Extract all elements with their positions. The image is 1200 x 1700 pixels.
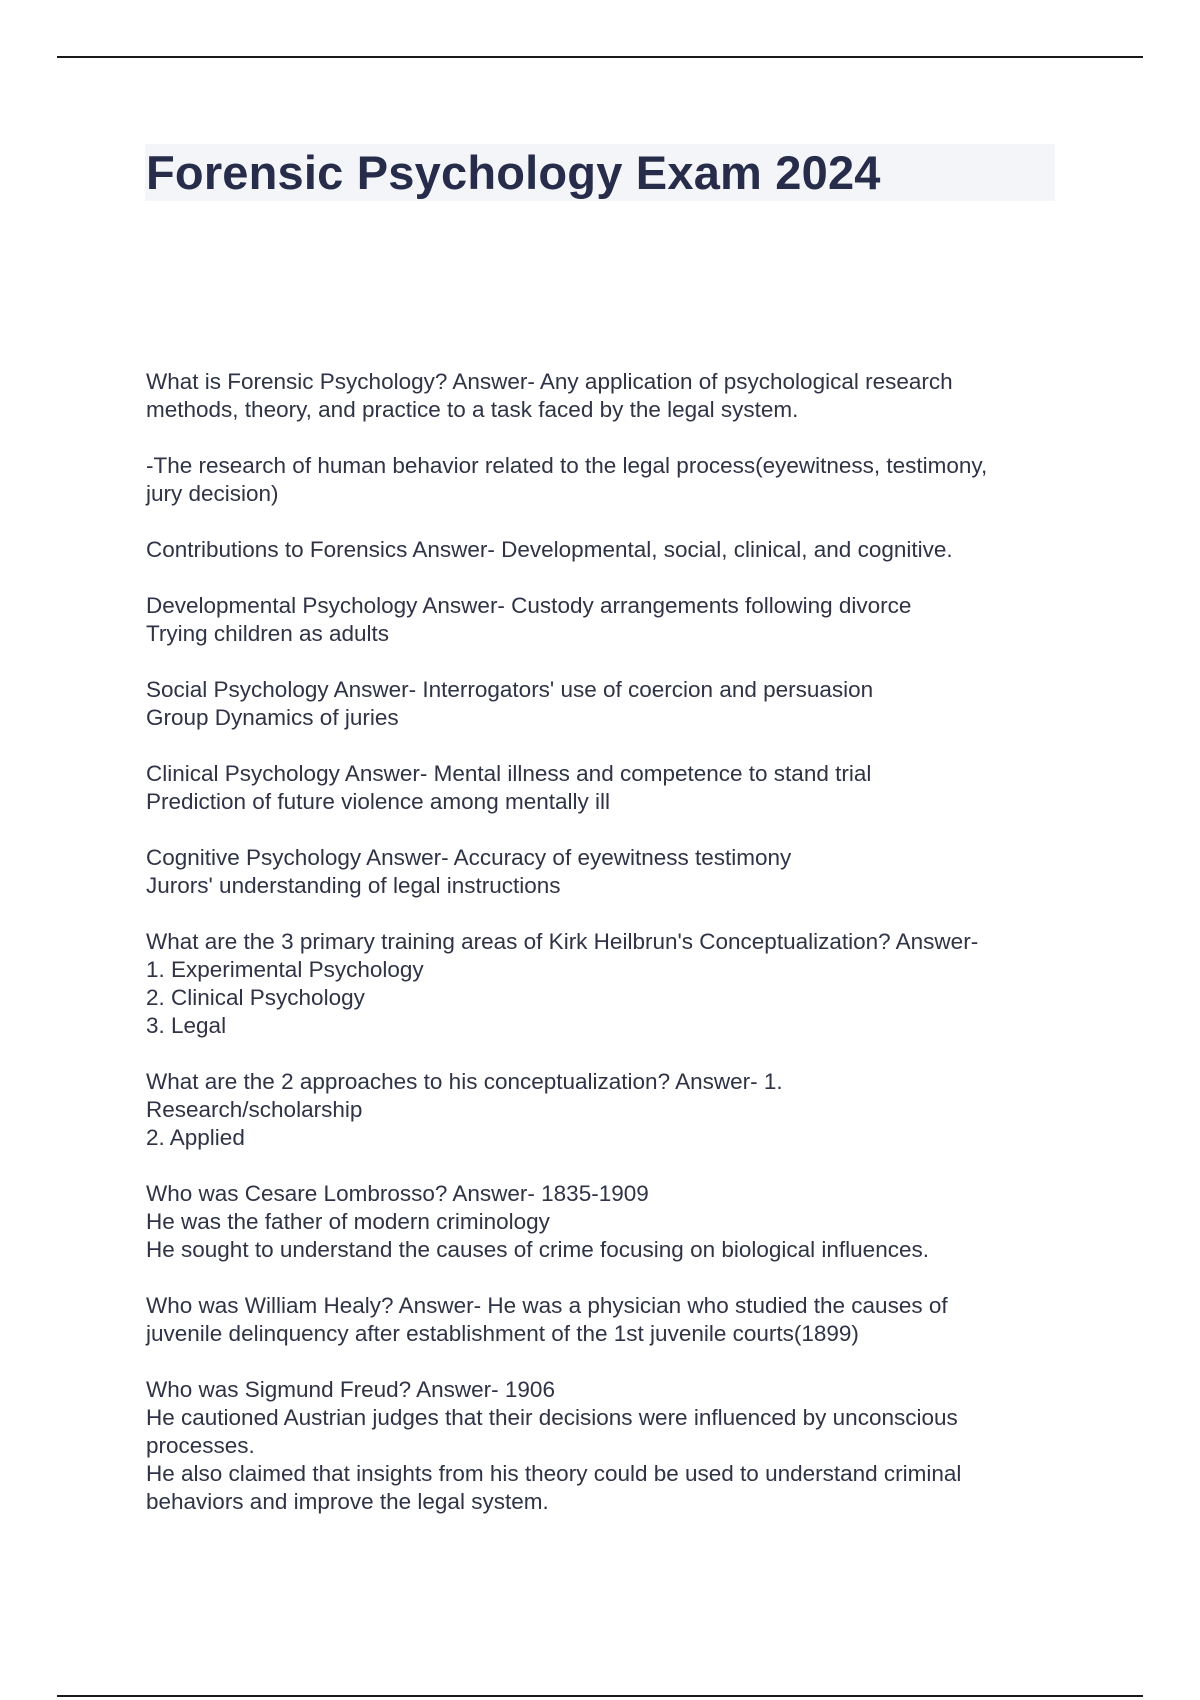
qa-item [146, 452, 1066, 508]
qa-item [146, 760, 1066, 816]
qa-line: Who was Sigmund Freud? Answer- 1906 [146, 1377, 555, 1402]
qa-line: processes. [146, 1433, 255, 1458]
qa-line: Cognitive Psychology Answer- Accuracy of eyewitness testimony [146, 845, 792, 870]
qa-line: 3. Legal [146, 1013, 227, 1038]
qa-line: Prediction of future violence among mentally ill [146, 789, 610, 814]
qa-item [146, 368, 1066, 424]
qa-line: Contributions to Forensics Answer- Developmental, social, clinical, and cognitive. [146, 537, 953, 562]
qa-item [146, 928, 1066, 1040]
qa-item [146, 1180, 1066, 1264]
qa-line: Trying children as adults [146, 621, 390, 646]
qa-line: He sought to understand the causes of crime focusing on biological influences. [146, 1237, 929, 1262]
qa-item [146, 1068, 1066, 1152]
qa-line: behaviors and improve the legal system. [146, 1489, 549, 1514]
qa-line: He was the father of modern criminology [146, 1209, 550, 1234]
qa-line: What is Forensic Psychology? Answer- Any application of psychological research [146, 369, 953, 394]
qa-item [146, 536, 1066, 564]
qa-line: jury decision) [146, 481, 279, 506]
qa-line: He cautioned Austrian judges that their decisions were influenced by unconscious [146, 1405, 958, 1430]
qa-line: 2. Clinical Psychology [146, 985, 365, 1010]
qa-line: Who was Cesare Lombrosso? Answer- 1835-1909 [146, 1181, 649, 1206]
page-title: Forensic Psychology Exam 2024 [146, 146, 881, 199]
qa-item [146, 1376, 1066, 1516]
qa-line: What are the 3 primary training areas of Kirk Heilbrun's Conceptualization? Answer- [146, 929, 979, 954]
qa-list [146, 368, 1066, 1544]
qa-line: Social Psychology Answer- Interrogators' use of coercion and persuasion [146, 677, 874, 702]
qa-line: What are the 2 approaches to his conceptualization? Answer- 1. [146, 1069, 783, 1094]
qa-line: methods, theory, and practice to a task faced by the legal system. [146, 397, 799, 422]
qa-line: Clinical Psychology Answer- Mental illness and competence to stand trial [146, 761, 872, 786]
qa-line: juvenile delinquency after establishment of the 1st juvenile courts(1899) [146, 1321, 859, 1346]
qa-line: Who was William Healy? Answer- He was a physician who studied the causes of [146, 1293, 948, 1318]
qa-item [146, 592, 1066, 648]
qa-line: 2. Applied [146, 1125, 245, 1150]
bottom-rule [57, 1695, 1143, 1697]
qa-line: 1. Experimental Psychology [146, 957, 424, 982]
qa-item [146, 676, 1066, 732]
qa-line: Jurors' understanding of legal instructions [146, 873, 561, 898]
qa-line: -The research of human behavior related to the legal process(eyewitness, testimony, [146, 453, 988, 478]
qa-line: Group Dynamics of juries [146, 705, 399, 730]
qa-item [146, 844, 1066, 900]
qa-item [146, 1292, 1066, 1348]
qa-line: Developmental Psychology Answer- Custody arrangements following divorce [146, 593, 912, 618]
top-rule [57, 56, 1143, 58]
qa-line: Research/scholarship [146, 1097, 363, 1122]
qa-line: He also claimed that insights from his theory could be used to understand criminal [146, 1461, 962, 1486]
